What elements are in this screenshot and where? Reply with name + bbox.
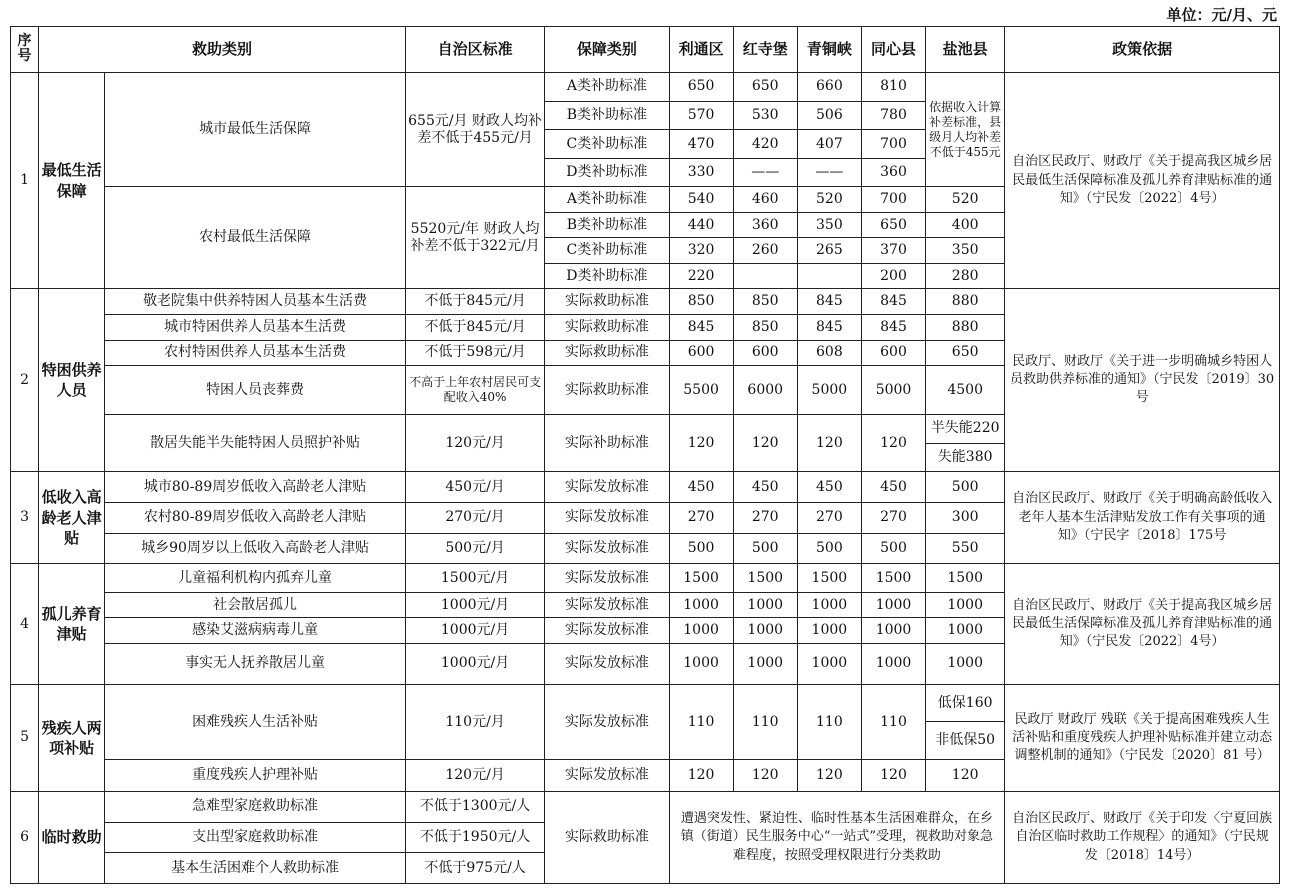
yanchi-value: 120 (926, 760, 1005, 792)
litong-value: 600 (669, 340, 733, 366)
guarantee-type: 实际发放标准 (545, 564, 669, 593)
qingtongxia-value: 1000 (797, 643, 861, 684)
hongsibao-value: —— (733, 158, 797, 187)
qingtongxia-value: 660 (797, 72, 861, 101)
guarantee-type: 实际救助标准 (545, 366, 669, 415)
litong-value: 845 (669, 314, 733, 340)
region-standard: 1000元/月 (405, 643, 544, 684)
litong-value: 1500 (669, 564, 733, 593)
guarantee-type: D类补助标准 (545, 263, 669, 289)
region-standard: 110元/月 (405, 684, 544, 760)
item-name: 感染艾滋病病毒儿童 (105, 618, 406, 644)
table-row (11, 684, 1280, 722)
region-standard: 1000元/月 (405, 592, 544, 618)
region-standard: 不低于845元/月 (405, 289, 544, 315)
item-name: 城乡90周岁以上低收入高龄老人津贴 (105, 533, 406, 564)
item-name: 敬老院集中供养特困人员基本生活费 (105, 289, 406, 315)
hongsibao-value: 120 (733, 415, 797, 472)
tongxin-value: 810 (861, 72, 925, 101)
region-standard: 不低于975元/人 (405, 853, 544, 884)
qingtongxia-value: 500 (797, 533, 861, 564)
category-cell: 残疾人两项补贴 (39, 684, 105, 791)
yanchi-value: 4500 (926, 366, 1005, 415)
yanchi-value: 非低保50 (926, 722, 1005, 760)
region-standard: 不高于上年农村居民可支配收入40% (405, 366, 544, 415)
table-row (11, 289, 1280, 315)
yanchi-note: 依据收入计算补差标准，县级月人均补差不低于455元 (926, 72, 1005, 186)
unit-label: 单位：元/月、元 (1166, 6, 1277, 24)
hongsibao-value: 600 (733, 340, 797, 366)
item-name: 事实无人抚养散居儿童 (105, 643, 406, 684)
yanchi-value: 400 (926, 212, 1005, 238)
hongsibao-value: 1500 (733, 564, 797, 593)
hongsibao-value: 460 (733, 187, 797, 213)
tongxin-value: 120 (861, 760, 925, 792)
seq-cell: 3 (11, 472, 39, 564)
litong-value: 270 (669, 502, 733, 533)
guarantee-type: 实际救助标准 (545, 289, 669, 315)
qingtongxia-value: 270 (797, 502, 861, 533)
qingtongxia-value: 608 (797, 340, 861, 366)
seq-cell: 2 (11, 289, 39, 472)
tongxin-value: 120 (861, 415, 925, 472)
policy-basis: 民政厅 财政厅 残联《关于提高困难残疾人生活补贴和重度残疾人护理补贴标准并建立动态调整机制的通知》（宁民发〔2020〕81 号） (1005, 684, 1280, 791)
category-cell: 孤儿养育津贴 (39, 564, 105, 685)
qingtongxia-value: 506 (797, 101, 861, 130)
litong-value: 1000 (669, 643, 733, 684)
item-name: 农村80-89周岁低收入高龄老人津贴 (105, 502, 406, 533)
region-standard: 120元/月 (405, 760, 544, 792)
tongxin-value: 500 (861, 533, 925, 564)
guarantee-type: 实际救助标准 (545, 314, 669, 340)
item-name: 农村特困供养人员基本生活费 (105, 340, 406, 366)
tongxin-value: 1000 (861, 592, 925, 618)
tongxin-value: 450 (861, 472, 925, 503)
header-policy: 政策依据 (1005, 27, 1280, 73)
hongsibao-value: 6000 (733, 366, 797, 415)
tongxin-value: 270 (861, 502, 925, 533)
hongsibao-value: 650 (733, 72, 797, 101)
header-yanchi: 盐池县 (926, 27, 1005, 73)
yanchi-value: 500 (926, 472, 1005, 503)
guarantee-type: 实际发放标准 (545, 502, 669, 533)
hongsibao-value: 1000 (733, 618, 797, 644)
hongsibao-value: 450 (733, 472, 797, 503)
qingtongxia-value: 1000 (797, 592, 861, 618)
litong-value: 5500 (669, 366, 733, 415)
seq-cell: 4 (11, 564, 39, 685)
item-name: 急难型家庭救助标准 (105, 791, 406, 822)
hongsibao-value: 360 (733, 212, 797, 238)
item-name: 农村最低生活保障 (105, 187, 406, 289)
yanchi-value: 280 (926, 263, 1005, 289)
tongxin-value: 1000 (861, 643, 925, 684)
item-name: 城市最低生活保障 (105, 72, 406, 186)
guarantee-type: 实际发放标准 (545, 760, 669, 792)
policy-basis: 自治区民政厅、财政厅《关于明确高龄低收入老年人基本生活津贴发放工作有关事项的通知》（宁民字〔2018〕175号 (1005, 472, 1280, 564)
litong-value: 320 (669, 238, 733, 264)
litong-value: 120 (669, 760, 733, 792)
category-cell: 临时救助 (39, 791, 105, 883)
litong-value: 330 (669, 158, 733, 187)
guarantee-type: 实际发放标准 (545, 533, 669, 564)
table-row (11, 791, 1280, 822)
tongxin-value: 700 (861, 187, 925, 213)
guarantee-type: 实际补助标准 (545, 415, 669, 472)
litong-value: 650 (669, 72, 733, 101)
hongsibao-value: 1000 (733, 592, 797, 618)
policy-basis: 自治区民政厅、财政厅《关于印发〈宁夏回族自治区临时救助工作规程〉的通知》（宁民规发〔2018〕14号） (1005, 791, 1280, 883)
hongsibao-value: 270 (733, 502, 797, 533)
tongxin-value: 1500 (861, 564, 925, 593)
header-type: 救助类别 (39, 27, 406, 73)
yanchi-value: 880 (926, 289, 1005, 315)
item-name: 散居失能半失能特困人员照护补贴 (105, 415, 406, 472)
item-name: 基本生活困难个人救助标准 (105, 853, 406, 884)
region-standard: 500元/月 (405, 533, 544, 564)
litong-value: 120 (669, 415, 733, 472)
item-name: 支出型家庭救助标准 (105, 822, 406, 853)
yanchi-value: 880 (926, 314, 1005, 340)
item-name: 儿童福利机构内孤弃儿童 (105, 564, 406, 593)
table-row (11, 472, 1280, 503)
item-name: 社会散居孤儿 (105, 592, 406, 618)
litong-value: 1000 (669, 618, 733, 644)
header-seq: 序号 (11, 27, 39, 73)
policy-basis: 民政厅、财政厅《关于进一步明确城乡特困人员救助供养标准的通知》（宁民发〔2019〕30号 (1005, 289, 1280, 472)
litong-value: 850 (669, 289, 733, 315)
guarantee-type: A类补助标准 (545, 187, 669, 213)
header-guarantee: 保障类别 (545, 27, 669, 73)
guarantee-type: C类补助标准 (545, 130, 669, 159)
yanchi-value: 650 (926, 340, 1005, 366)
category-cell: 最低生活保障 (39, 72, 105, 289)
qingtongxia-value: 407 (797, 130, 861, 159)
region-standard: 270元/月 (405, 502, 544, 533)
tongxin-value: 110 (861, 684, 925, 760)
guarantee-type: 实际发放标准 (545, 684, 669, 760)
tongxin-value: 845 (861, 314, 925, 340)
temporary-assistance-note: 遭遇突发性、紧迫性、临时性基本生活困难群众，在乡镇（街道）民生服务中心“一站式”受理，视救助对象急难程度，按照受理权限进行分类救助 (669, 791, 1005, 883)
tongxin-value: 600 (861, 340, 925, 366)
qingtongxia-value: 1000 (797, 618, 861, 644)
item-name: 困难残疾人生活补贴 (105, 684, 406, 760)
table-row (11, 72, 1280, 101)
item-name: 城市特困供养人员基本生活费 (105, 314, 406, 340)
region-standard: 不低于598元/月 (405, 340, 544, 366)
policy-basis: 自治区民政厅、财政厅《关于提高我区城乡居民最低生活保障标准及孤儿养育津贴标准的通知》（宁民发〔2022〕4号） (1005, 72, 1280, 289)
header-row (11, 27, 1280, 73)
hongsibao-value: 120 (733, 760, 797, 792)
hongsibao-value: 850 (733, 314, 797, 340)
yanchi-value: 失能380 (926, 443, 1005, 472)
policy-basis: 自治区民政厅、财政厅《关于提高我区城乡居民最低生活保障标准及孤儿养育津贴标准的通知》（宁民发〔2022〕4号） (1005, 564, 1280, 685)
litong-value: 540 (669, 187, 733, 213)
hongsibao-value: 1000 (733, 643, 797, 684)
qingtongxia-value: 350 (797, 212, 861, 238)
qingtongxia-value: 265 (797, 238, 861, 264)
header-hongsibao: 红寺堡 (733, 27, 797, 73)
header-litong: 利通区 (669, 27, 733, 73)
seq-cell: 5 (11, 684, 39, 791)
yanchi-value: 1000 (926, 592, 1005, 618)
qingtongxia-value: —— (797, 158, 861, 187)
hongsibao-value: 420 (733, 130, 797, 159)
tongxin-value: 370 (861, 238, 925, 264)
guarantee-type: 实际发放标准 (545, 592, 669, 618)
hongsibao-value: 260 (733, 238, 797, 264)
yanchi-value: 1500 (926, 564, 1005, 593)
tongxin-value: 5000 (861, 366, 925, 415)
qingtongxia-value: 845 (797, 289, 861, 315)
litong-value: 470 (669, 130, 733, 159)
hongsibao-value: 530 (733, 101, 797, 130)
yanchi-value: 1000 (926, 618, 1005, 644)
hongsibao-value: 500 (733, 533, 797, 564)
guarantee-type: 实际发放标准 (545, 472, 669, 503)
litong-value: 440 (669, 212, 733, 238)
qingtongxia-value: 120 (797, 760, 861, 792)
qingtongxia-value: 450 (797, 472, 861, 503)
qingtongxia-value: 120 (797, 415, 861, 472)
litong-value: 570 (669, 101, 733, 130)
header-region: 自治区标准 (405, 27, 544, 73)
yanchi-value: 300 (926, 502, 1005, 533)
header-tongxin: 同心县 (861, 27, 925, 73)
tongxin-value: 200 (861, 263, 925, 289)
tongxin-value: 360 (861, 158, 925, 187)
qingtongxia-value (797, 263, 861, 289)
tongxin-value: 650 (861, 212, 925, 238)
region-standard: 1000元/月 (405, 618, 544, 644)
item-name: 重度残疾人护理补贴 (105, 760, 406, 792)
qingtongxia-value: 1500 (797, 564, 861, 593)
region-standard: 5520元/年 财政人均补差不低于322元/月 (405, 187, 544, 289)
litong-value: 110 (669, 684, 733, 760)
qingtongxia-value: 845 (797, 314, 861, 340)
header-qingtongxia: 青铜峡 (797, 27, 861, 73)
guarantee-type: D类补助标准 (545, 158, 669, 187)
guarantee-type: 实际发放标准 (545, 618, 669, 644)
guarantee-type: B类补助标准 (545, 212, 669, 238)
litong-value: 500 (669, 533, 733, 564)
yanchi-value: 350 (926, 238, 1005, 264)
seq-cell: 1 (11, 72, 39, 289)
seq-cell: 6 (11, 791, 39, 883)
yanchi-value: 550 (926, 533, 1005, 564)
yanchi-value: 半失能220 (926, 415, 1005, 444)
hongsibao-value: 850 (733, 289, 797, 315)
yanchi-value: 520 (926, 187, 1005, 213)
item-name: 特困人员丧葬费 (105, 366, 406, 415)
guarantee-type: A类补助标准 (545, 72, 669, 101)
region-standard: 不低于1300元/人 (405, 791, 544, 822)
guarantee-type: 实际救助标准 (545, 340, 669, 366)
qingtongxia-value: 110 (797, 684, 861, 760)
guarantee-type: B类补助标准 (545, 101, 669, 130)
category-cell: 特困供养人员 (39, 289, 105, 472)
tongxin-value: 780 (861, 101, 925, 130)
region-standard: 1500元/月 (405, 564, 544, 593)
hongsibao-value: 110 (733, 684, 797, 760)
tongxin-value: 1000 (861, 618, 925, 644)
category-cell: 低收入高龄老人津贴 (39, 472, 105, 564)
qingtongxia-value: 520 (797, 187, 861, 213)
item-name: 城市80-89周岁低收入高龄老人津贴 (105, 472, 406, 503)
tongxin-value: 700 (861, 130, 925, 159)
guarantee-type: 实际发放标准 (545, 643, 669, 684)
guarantee-type: C类补助标准 (545, 238, 669, 264)
tongxin-value: 845 (861, 289, 925, 315)
table-row (11, 564, 1280, 593)
region-standard: 450元/月 (405, 472, 544, 503)
litong-value: 450 (669, 472, 733, 503)
region-standard: 120元/月 (405, 415, 544, 472)
qingtongxia-value: 5000 (797, 366, 861, 415)
region-standard: 不低于845元/月 (405, 314, 544, 340)
assistance-standards-table (10, 26, 1280, 884)
litong-value: 1000 (669, 592, 733, 618)
litong-value: 220 (669, 263, 733, 289)
region-standard: 655元/月 财政人均补差不低于455元/月 (405, 72, 544, 186)
region-standard: 不低于1950元/人 (405, 822, 544, 853)
yanchi-value: 低保160 (926, 684, 1005, 722)
hongsibao-value (733, 263, 797, 289)
guarantee-type: 实际救助标准 (545, 791, 669, 883)
yanchi-value: 1000 (926, 643, 1005, 684)
